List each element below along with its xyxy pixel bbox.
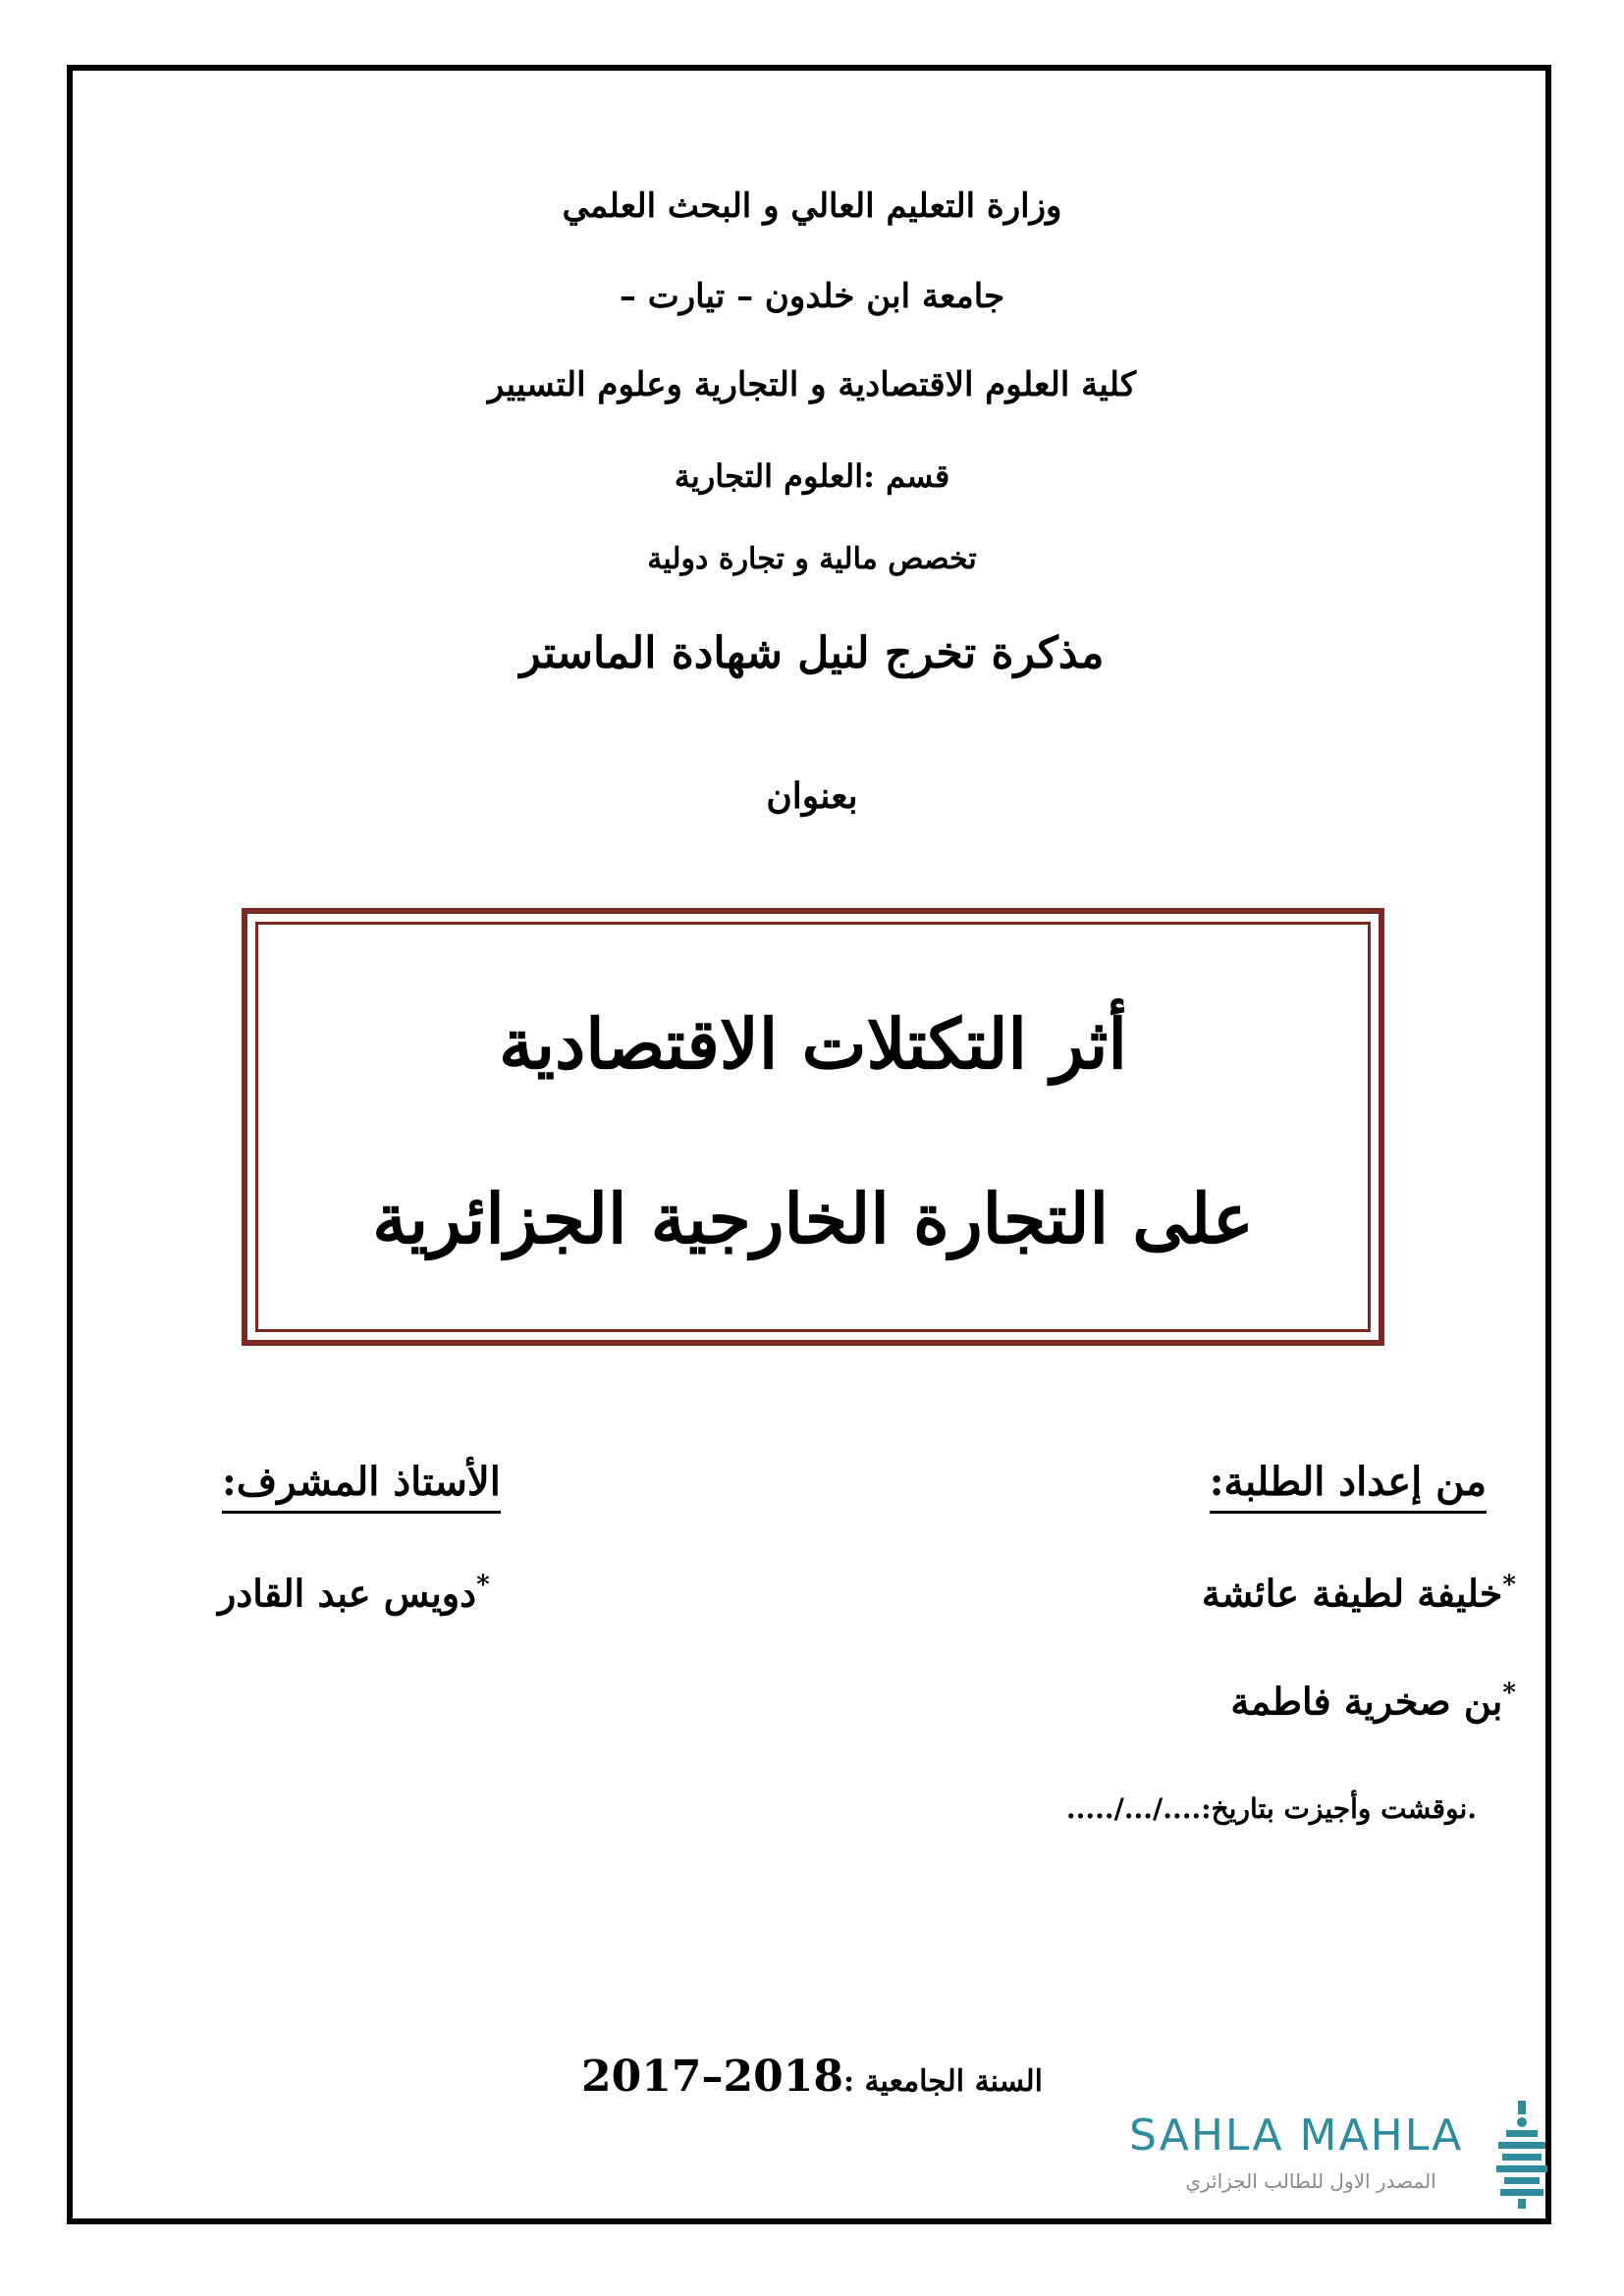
asterisk-mark: *: [476, 1571, 490, 1600]
specialty-line: تخصص مالية و تجارة دولية: [647, 542, 977, 576]
asterisk-mark: *: [1502, 1571, 1516, 1600]
calligraphy-logo-icon: [1492, 2101, 1551, 2209]
titled-label: بعنوان: [766, 775, 858, 817]
supervisor-label: الأستاذ المشرف:: [222, 1459, 501, 1514]
thesis-title-line-1: أثر التكتلات الاقتصادية: [499, 1003, 1127, 1085]
students-label: من إعداد الطلبة:: [1210, 1459, 1487, 1514]
academic-year-value: 2017–2018: [581, 2052, 843, 2102]
title-frame: [242, 908, 1384, 1346]
student-name-1: [1202, 1571, 1516, 1616]
asterisk-mark: *: [1502, 1679, 1516, 1708]
watermark: [1129, 2110, 1561, 2218]
ministry-line: وزارة التعليم العالي و البحث العلمي: [562, 187, 1062, 226]
watermark-tagline: المصدر الاول للطالب الجزائري: [1185, 2169, 1436, 2193]
watermark-brand: SAHLA MAHLA: [1129, 2110, 1464, 2161]
faculty-line: كلية العلوم الاقتصادية و التجارية وعلوم التسيير: [487, 365, 1137, 404]
supervisor-name-text: دويس عبد القادر: [218, 1571, 477, 1616]
student-name-2-text: بن صخرية فاطمة: [1230, 1679, 1503, 1724]
thesis-type-line: مذكرة تخرج لنيل شهادة الماستر: [519, 628, 1105, 678]
student-name-1-text: خليفة لطيفة عائشة: [1201, 1571, 1503, 1616]
defense-date-line: .نوقشت وأجيزت بتاريخ:..../.../.....: [1065, 1792, 1477, 1825]
title-inner-frame: [255, 922, 1371, 1332]
academic-year: [0, 2052, 1624, 2102]
department-line: قسم :العلوم التجارية: [674, 457, 950, 495]
supervisor-name: [218, 1571, 490, 1616]
thesis-title-line-2: على التجارة الخارجية الجزائرية: [372, 1178, 1254, 1259]
university-line: جامعة ابن خلدون – تيارت –: [619, 277, 1005, 316]
academic-year-label: السنة الجامعية :: [842, 2064, 1043, 2099]
student-name-2: [1230, 1679, 1516, 1724]
